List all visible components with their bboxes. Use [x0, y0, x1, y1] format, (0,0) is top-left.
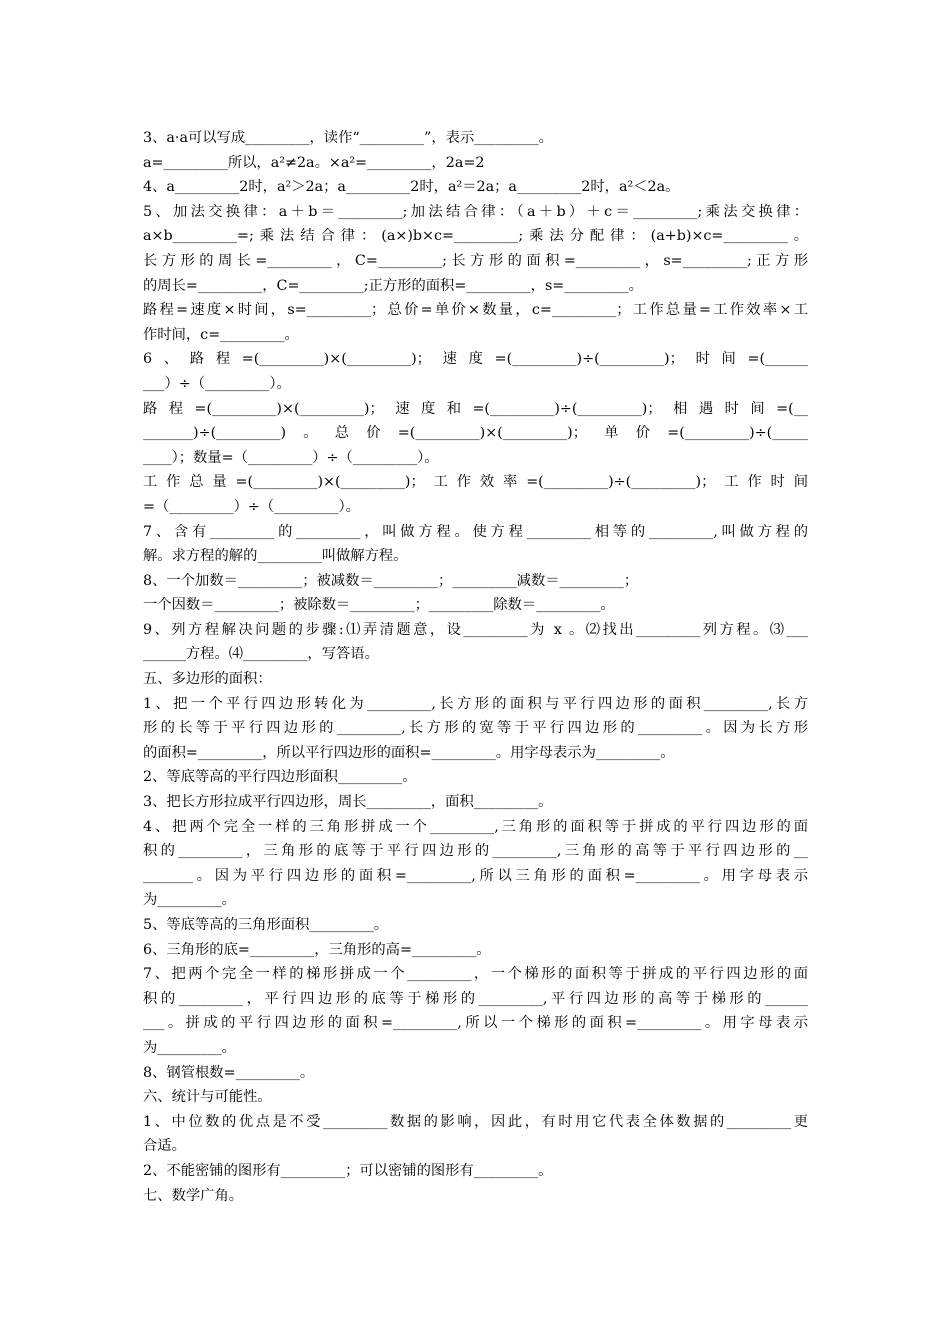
- text-line: 合适。: [143, 1138, 186, 1155]
- text-line: 4、把两个完全一样的三角形拼成一个_________,三角形的面积等于拼成的平行四边形的面: [143, 818, 808, 835]
- text-line: 7、把两个完全一样的梯形拼成一个_________，一个梯形的面积等于拼成的平行四边形的面: [143, 966, 808, 983]
- text-line: 4、a_________2时，a²＞2a；a_________2时，a²＝2a；a_________2时，a²＜2a。: [143, 179, 680, 196]
- text-line: 3、a·a可以写成_________，读作“_________”，表示_________。: [143, 130, 553, 146]
- text-line: ___。拼成的平行四边形的面积=_________,所以一个梯形的面积=_________。用字母表示: [143, 1015, 808, 1032]
- text-line: 的周长=_________，C=_________;正方形的面积=_________，s=_________。: [143, 277, 643, 294]
- text-line: 5、等底等高的三角形面积_________。: [143, 917, 388, 933]
- text-line: 9、列方程解决问题的步骤:⑴弄清题意，设_________为 x 。⑵找出_________列方程。⑶___: [143, 621, 808, 638]
- text-line: 积的_________，三角形的底等于平行四边形的_________,三角形的高等于平行四边形的__: [143, 843, 808, 860]
- text-line: 8、钢管根数=_________。: [143, 1064, 315, 1081]
- text-line: =（_________）÷（_________）。: [143, 498, 360, 515]
- text-line: 2、不能密铺的图形有_________；可以密铺的图形有_________。: [143, 1162, 553, 1179]
- text-line: 1、把一个平行四边形转化为_________,长方形的面积与平行四边形的面积_________,长方: [143, 695, 808, 712]
- document-page: [143, 126, 808, 1208]
- text-line: 的面积=_________，所以平行四边形的面积=_________。用字母表示为_________。: [143, 744, 675, 761]
- text-line: 六、统计与可能性。: [143, 1089, 272, 1106]
- text-line: _______)÷(_________)。总价=(_________)×(_________)；单价=(_________)÷(_____: [143, 425, 808, 442]
- text-line: 8、一个加数＝_________；被减数＝_________；_________减数＝_________；: [143, 572, 639, 589]
- text-line: 七、数学广角。: [143, 1187, 244, 1204]
- text-line: 6、三角形的底=_________，三角形的高=_________。: [143, 941, 491, 958]
- text-line: 6、路程=(_________)×(_________)；速度=(_________)÷(_________)；时间=(______: [143, 351, 808, 368]
- text-line: a×b_________=;乘法结合律：(a×)b×c=_________;乘法分配律：(a+b)×c=_________。: [143, 228, 808, 245]
- text-line: 为_________。: [143, 1039, 236, 1056]
- text-line: 1、中位数的优点是不受_________数据的影响，因此，有时用它代表全体数据的_________更: [143, 1113, 808, 1130]
- text-line: 五、多边形的面积：: [143, 671, 272, 688]
- text-line: 形的长等于平行四边形的_________,长方形的宽等于平行四边形的_________。因为长方形: [143, 720, 808, 737]
- text-line: 作时间，c=_________。: [143, 326, 299, 343]
- text-line: ______方程。⑷_________，写答语。: [143, 646, 379, 663]
- text-line: ____）；数量=（_________）÷（_________）。: [143, 449, 439, 466]
- text-line: 工作总量=(_________)×(_________)；工作效率=(_________)÷(_________)；工作时间: [143, 474, 808, 491]
- text-line: 长方形的周长=_________，C=_________;长方形的面积=_________，s=_________;正方形: [143, 252, 808, 269]
- text-line: _______。因为平行四边形的面积=_________,所以三角形的面积=_________。用字母表示: [143, 867, 808, 884]
- text-line: a=_________所以，a²≠2a。×a²=_________，2a=2: [143, 154, 485, 171]
- text-line: 一个因数＝_________；被除数＝_________；_________除数＝_________。: [143, 597, 615, 614]
- text-line: 2、等底等高的平行四边形面积_________。: [143, 769, 417, 786]
- text-line: 路程=速度×时间，s=_________；总价=单价×数量，c=_________；工作总量=工作效率×工: [143, 302, 808, 319]
- text-line: 路程=(_________)×(_________)；速度和=(_________)÷(_________)；相遇时间=(__: [143, 400, 808, 417]
- text-line: 3、把长方形拉成平行四边形，周长_________，面积_________。: [143, 794, 553, 811]
- text-line: 7、含有_________的_________，叫做方程。使方程_________相等的_________,叫做方程的: [143, 523, 808, 540]
- text-line: 为_________。: [143, 892, 236, 909]
- text-line: 5、加法交换律：a＋b＝_________;加法结合律：（a＋b）＋c＝_________;乘法交换律：: [143, 203, 808, 220]
- text-line: 积的_________，平行四边形的底等于梯形的_________,平行四边形的高等于梯形的______: [143, 990, 808, 1007]
- text-line: 解。求方程的解的_________叫做解方程。: [143, 548, 408, 565]
- text-line: ___）÷（_________）。: [143, 375, 291, 392]
